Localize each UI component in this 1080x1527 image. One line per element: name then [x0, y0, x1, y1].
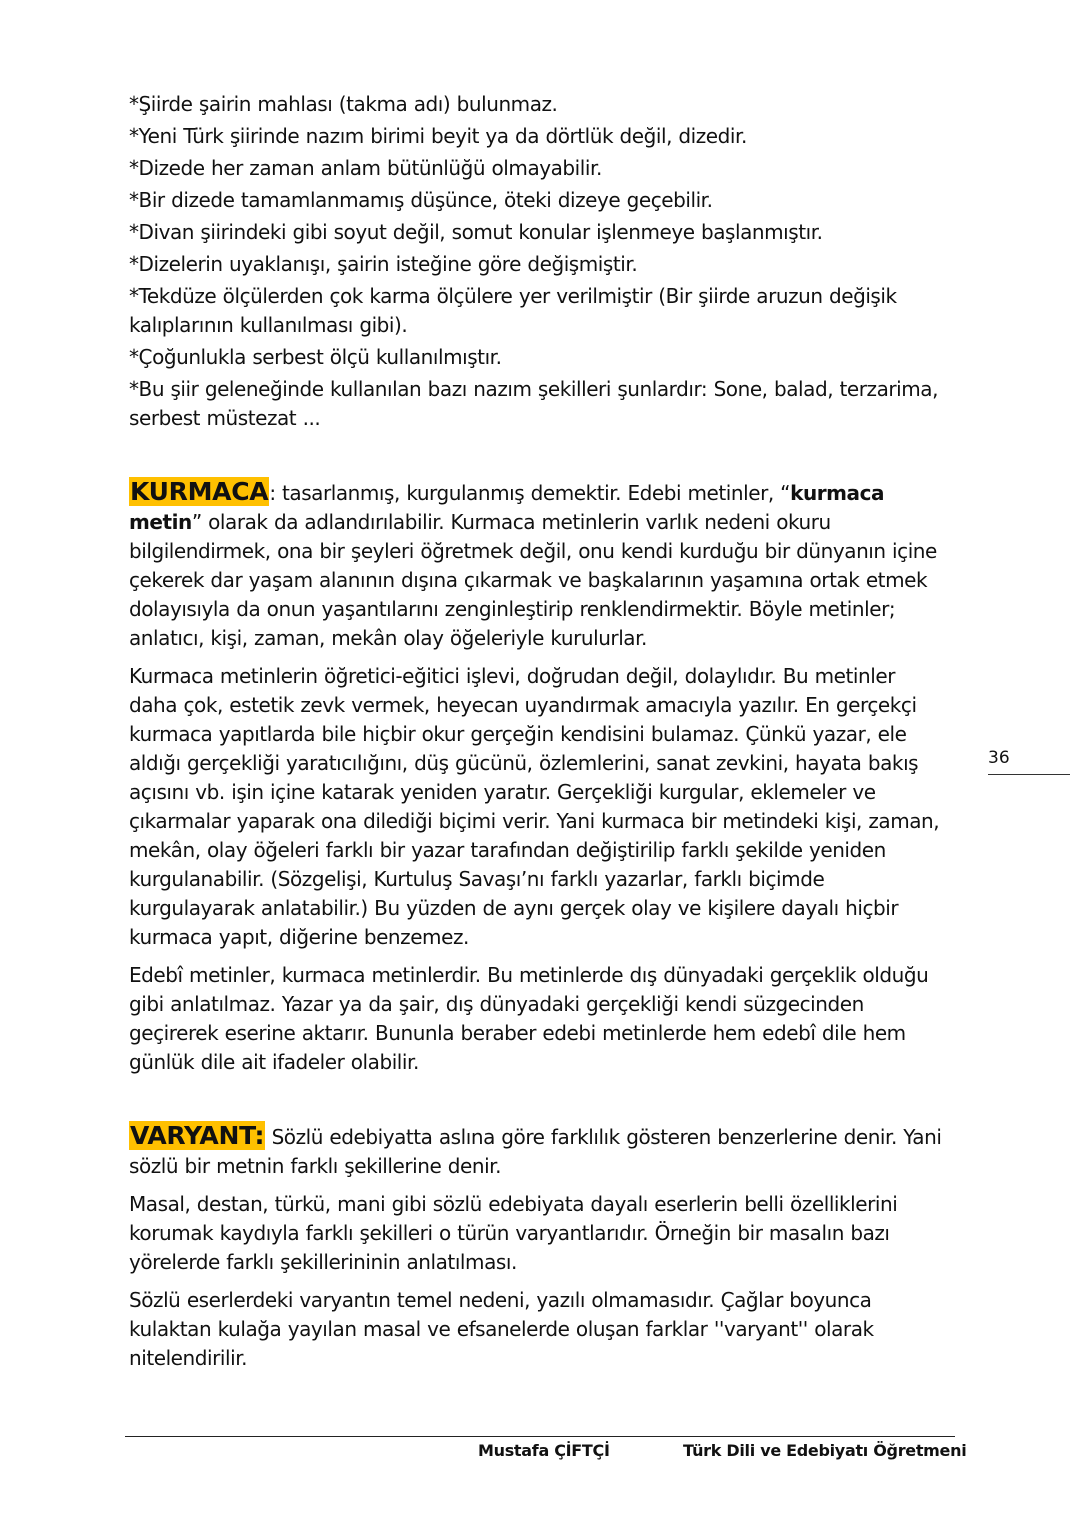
- list-item: *Çoğunlukla serbest ölçü kullanılmıştır.: [129, 345, 502, 369]
- footer-divider: [125, 1436, 955, 1437]
- varyant-paragraph-2: Masal, destan, türkü, mani gibi sözlü edebiyata dayalı eserlerin belli özelliklerini korumak kaydıyla farklı şekilleri o türün varyantlarıdır. Örneğin bir masalın bazı yörelerde farklı şekillerininin anlatılması.: [129, 1192, 898, 1274]
- varyant-term-heading: VARYANT:: [130, 1121, 265, 1150]
- varyant-intro: Sözlü edebiyatta aslına göre farklılık gösteren benzerlerine denir. Yani sözlü bir metnin farklı şekillerine denir.: [129, 1125, 942, 1178]
- feature-list: [129, 90, 949, 433]
- list-item: *Dizede her zaman anlam bütünlüğü olmayabilir.: [129, 156, 602, 180]
- footer-author: Mustafa ÇİFTÇİ: [478, 1441, 610, 1460]
- page-number: 36: [988, 746, 1070, 775]
- list-item: *Dizelerin uyaklanışı, şairin isteğine göre değişmiştir.: [129, 252, 638, 276]
- list-item: *Divan şiirindeki gibi soyut değil, somut konular işlenmeye başlanmıştır.: [129, 220, 823, 244]
- page-content: [129, 90, 949, 1382]
- kurmaca-intro-start: : tasarlanmış, kurgulanmış demektir. Edebi metinler, “: [269, 481, 791, 505]
- kurmaca-paragraph-2: Kurmaca metinlerin öğretici-eğitici işlevi, doğrudan değil, dolaylıdır. Bu metinler daha çok, estetik zevk vermek, heyecan uyandırmak amacıyla yazılır. En gerçekçi kurmaca yapıtlarda bile hiçbir okur gerçeğin kendisini bulamaz. Çünkü yazar, ele aldığı gerçekliği yaratıcılığını, düş gücünü, özlemlerini, sanat zevkini, hayata bakış açısını vb. işin içine katarak yeniden yaratır. Gerçekliği kurgular, eklemeler ve çıkarmalar yaparak ona dilediği biçimi verir. Yani kurmaca bir metindeki kişi, zaman, mekân, olay öğeleri farklı bir yazar tarafından değiştirilip farklı şekilde yeniden kurgulanabilir. (Sözgelişi, Kurtuluş Savaşı’nı farklı yazarlar, farklı biçimde kurgulayarak anlatabilir.) Bu yüzden de aynı gerçek olay ve kişilere dayalı hiçbir kurmaca yapıt, diğerine benzemez.: [129, 664, 940, 949]
- kurmaca-paragraph-1: [129, 477, 949, 653]
- kurmaca-intro-end: ” olarak da adlandırılabilir. Kurmaca metinlerin varlık nedeni okuru bilgilendirmek, ona bir şeyleri öğretmek değil, onu kendi kurduğu bir dünyanın içine çekerek dar yaşam alanının dışına çıkarmak ve başkalarının yaşamına ortak etmek dolayısıyla da onun yaşantılarını zenginleştirip renklendirmektir. Böyle metinler; anlatıcı, kişi, zaman, mekân olay öğeleriyle kurulurlar.: [129, 510, 937, 650]
- kurmaca-term-heading: KURMACA: [130, 477, 269, 506]
- kurmaca-paragraph-3: Edebî metinler, kurmaca metinlerdir. Bu metinlerde dış dünyadaki gerçeklik olduğu gibi anlatılmaz. Yazar ya da şair, dış dünyadaki gerçekliği kendi süzgecinden geçirerek eserine aktarır. Bununla beraber edebi metinlerde hem edebî dile hem günlük dile ait ifadeler olabilir.: [129, 963, 929, 1074]
- list-item: *Tekdüze ölçülerden çok karma ölçülere yer verilmiştir (Bir şiirde aruzun değişik kalıplarının kullanılması gibi).: [129, 284, 897, 337]
- varyant-paragraph-3: Sözlü eserlerdeki varyantın temel nedeni, yazılı olmamasıdır. Çağlar boyunca kulaktan kulağa yayılan masal ve efsanelerde oluşan farklar ''varyant'' olarak nitelendirilir.: [129, 1288, 874, 1370]
- varyant-section: [129, 1121, 949, 1373]
- list-item: *Bir dizede tamamlanmamış düşünce, öteki dizeye geçebilir.: [129, 188, 713, 212]
- list-item: *Yeni Türk şiirinde nazım birimi beyit ya da dörtlük değil, dizedir.: [129, 124, 747, 148]
- footer-role: Türk Dili ve Edebiyatı Öğretmeni: [683, 1441, 967, 1460]
- kurmaca-bold-phrase: kurmaca metin: [129, 481, 885, 534]
- varyant-paragraph-1: [129, 1121, 949, 1181]
- kurmaca-section: [129, 477, 949, 1077]
- list-item: *Bu şiir geleneğinde kullanılan bazı nazım şekilleri şunlardır: Sone, balad, terzarima, serbest müstezat ...: [129, 377, 939, 430]
- list-item: *Şiirde şairin mahlası (takma adı) bulunmaz.: [129, 92, 558, 116]
